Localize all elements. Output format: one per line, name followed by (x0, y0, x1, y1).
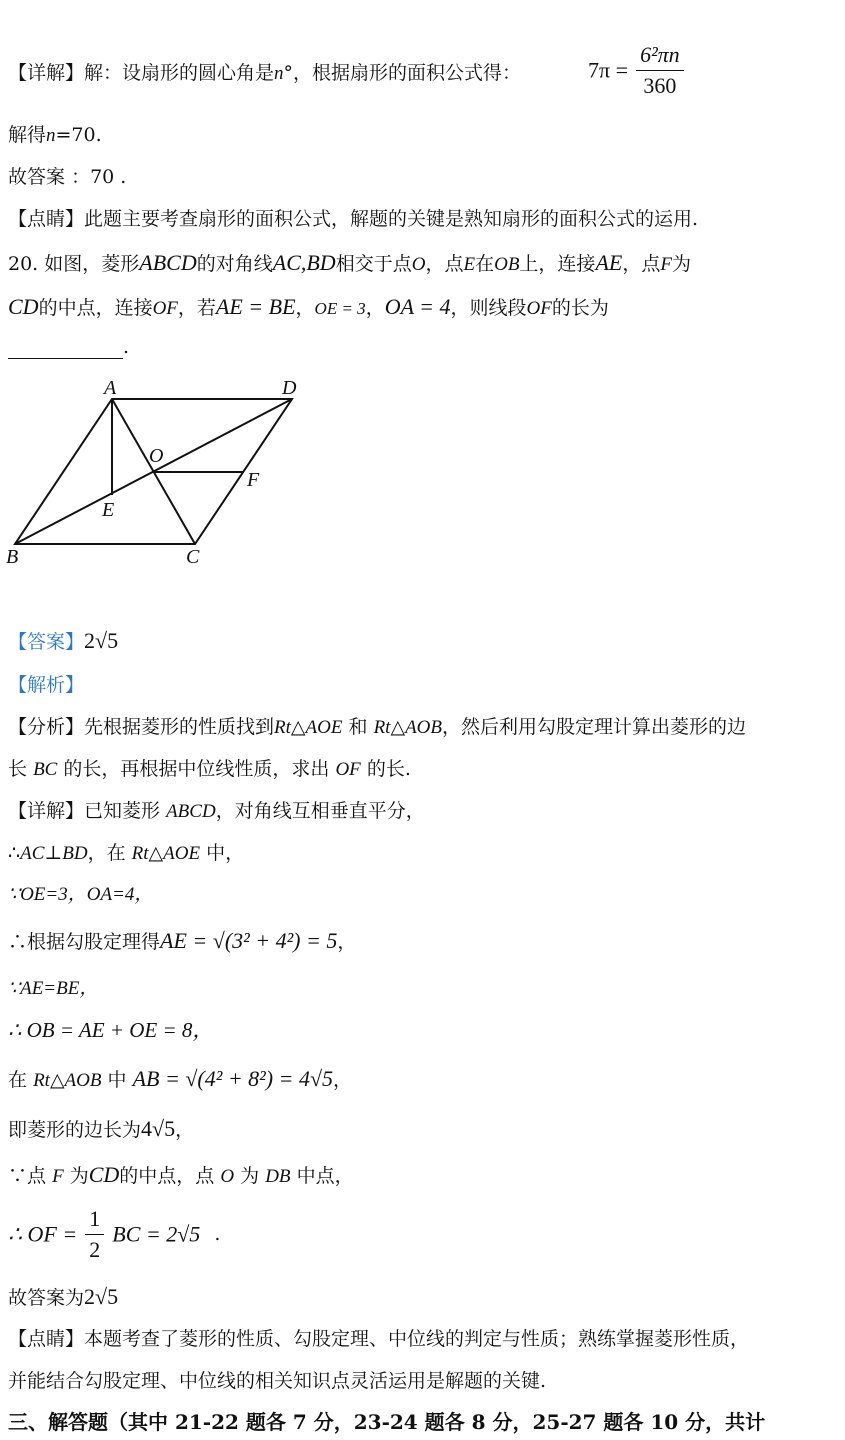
area-fraction: $\frac{\text{6²πn}}{360}$ (636, 42, 684, 100)
answer-blank: . (8, 336, 129, 359)
detail-line-8: 即菱形的边长为4√5， (8, 1116, 195, 1141)
prev-area-equation: 7π = $\frac{\text{6²πn}}{360}$ (588, 42, 686, 100)
detail-line-10: ∴ OF = $\frac{1}{2}$ BC = 2√5 . (8, 1206, 221, 1263)
comment-line-2: 并能结合勾股定理、中位线的相关知识点灵活运用是解题的关键. (8, 1370, 547, 1392)
label-f: F (247, 469, 260, 491)
prev-comment-line: 【点睛】此题主要考查扇形的面积公式，解题的关键是熟知扇形的面积公式的运用. (8, 208, 699, 230)
label-e: E (102, 499, 115, 521)
detail-line-6: ∴ OB = AE + OE = 8， (8, 1018, 214, 1042)
label-b: B (6, 546, 19, 568)
label-o: O (149, 445, 164, 467)
label-c: C (186, 546, 200, 568)
detail-line-11: 故答案为2√5 (8, 1284, 119, 1309)
detail-line-4: ∴根据勾股定理得AE = √(3² + 4²) = 5， (8, 928, 357, 953)
detail-line-7: 在 Rt△AOB 中 AB = √(4² + 8²) = 4√5， (8, 1066, 353, 1091)
comment-line-1: 【点睛】本题考查了菱形的性质、勾股定理、中位线的判定与性质；熟练掌握菱形性质， (8, 1328, 750, 1350)
detail-line-2: ∴AC⊥BD，在 Rt△AOE 中， (8, 842, 245, 864)
section-title: 三、解答题（其中 21-22 题各 7 分，23-24 题各 8 分，25-27 题各 10 分，共计 (8, 1410, 766, 1434)
prev-answer-line: 故答案 ：70 . (8, 166, 127, 188)
question-line-2: CD的中点，连接OF，若AE = BE，OE = 3，OA = 4，则线段OF的长为 (8, 294, 609, 319)
detail-line-3: ∵OE=3，OA=4， (8, 884, 154, 905)
detail-line-5: ∵AE=BE， (8, 978, 99, 999)
label-d: D (282, 377, 297, 399)
half-fraction: $\frac{1}{2}$ (85, 1206, 104, 1264)
label-a: A (104, 377, 117, 399)
fenxi-line-1: 【分析】先根据菱形的性质找到Rt△AOE 和 Rt△AOB，然后利用勾股定理计算出菱形的边 (8, 716, 747, 738)
detail-line-1: 【详解】已知菱形 ABCD，对角线互相垂直平分， (8, 800, 425, 822)
prev-detail-line: 【详解】解：设扇形的圆心角是n°，根据扇形的面积公式得： (8, 62, 522, 84)
prev-solve-line: 解得n=70. (8, 124, 102, 146)
fenxi-line-2: 长 BC 的长，再根据中位线性质，求出 OF 的长. (8, 758, 411, 780)
rhombus-figure (0, 372, 320, 572)
answer-line: 【答案】2√5 (8, 628, 119, 653)
detail-line-9: ∵点 F 为CD的中点，点 O 为 DB 中点， (8, 1162, 354, 1187)
analysis-label: 【解析】 (8, 674, 85, 696)
question-line-1: 20. 如图，菱形ABCD的对角线AC,BD相交于点O，点E在OB上，连接AE，点F为 (8, 250, 691, 275)
